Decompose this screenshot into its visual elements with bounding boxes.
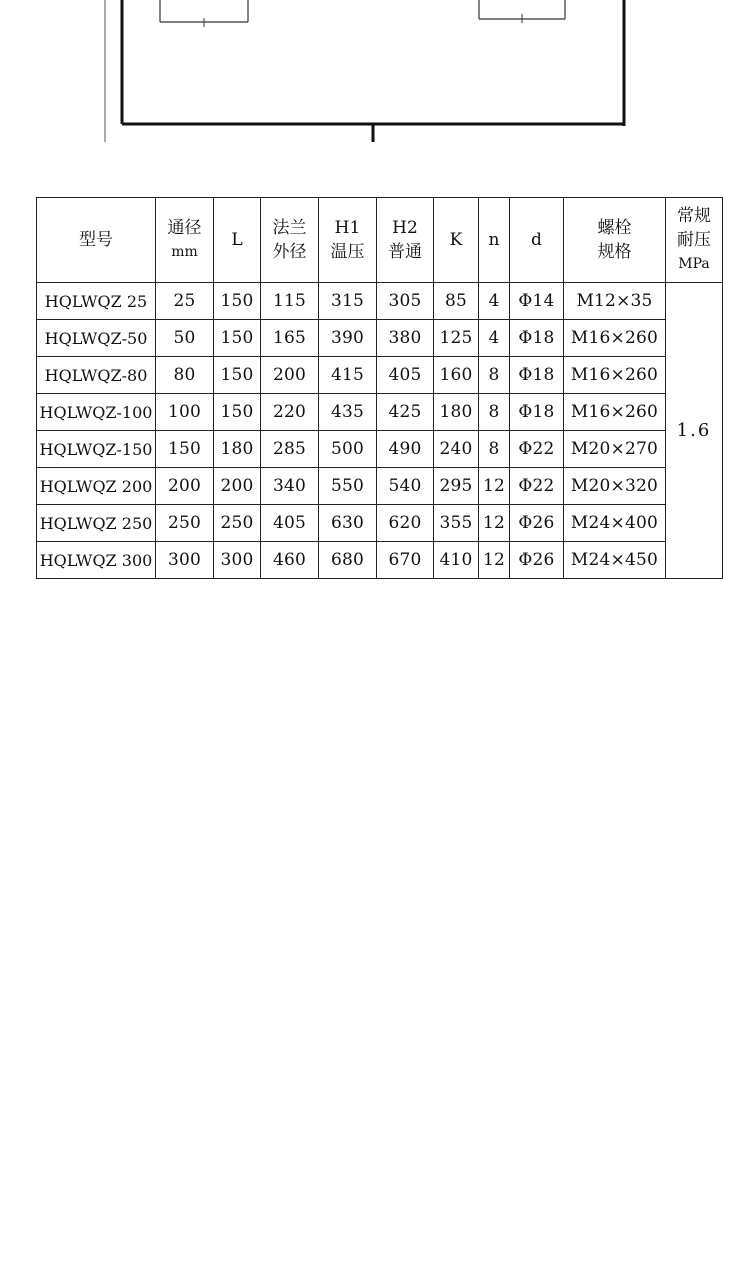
cell-model: HQLWQZ 25 [37,283,156,320]
cell-length: 250 [214,505,261,542]
table-row [37,468,723,505]
cell-model: HQLWQZ 250 [37,505,156,542]
cell-bore: 50 [156,320,214,357]
table-row [37,394,723,431]
cell-flange-od: 165 [261,320,319,357]
cell-model: HQLWQZ-100 [37,394,156,431]
header-h2: H2 普通 [377,198,434,283]
cell-d: Φ18 [510,394,564,431]
cell-bolt-spec: M20×320 [564,468,666,505]
cell-k: 355 [434,505,479,542]
cell-bolt-spec: M24×450 [564,542,666,579]
cell-d: Φ14 [510,283,564,320]
table-row [37,283,723,320]
cell-d: Φ22 [510,468,564,505]
cell-pressure: 1.6 [666,283,723,579]
cell-bore: 200 [156,468,214,505]
cell-bore: 100 [156,394,214,431]
spec-table [36,197,723,579]
cell-model: HQLWQZ-150 [37,431,156,468]
cell-flange-od: 340 [261,468,319,505]
cell-length: 300 [214,542,261,579]
cell-h1: 500 [319,431,377,468]
header-h1: H1 温压 [319,198,377,283]
cell-flange-od: 115 [261,283,319,320]
cell-k: 125 [434,320,479,357]
cell-h2: 620 [377,505,434,542]
cell-model: HQLWQZ 200 [37,468,156,505]
cell-h1: 415 [319,357,377,394]
cell-d: Φ22 [510,431,564,468]
cell-h1: 390 [319,320,377,357]
header-n: n [479,198,510,283]
cell-flange-od: 220 [261,394,319,431]
cell-h2: 490 [377,431,434,468]
header-bolt-spec: 螺栓 规格 [564,198,666,283]
cell-n: 8 [479,431,510,468]
table-row [37,542,723,579]
cell-length: 180 [214,431,261,468]
cell-k: 85 [434,283,479,320]
cell-bore: 250 [156,505,214,542]
cell-n: 12 [479,505,510,542]
cell-h1: 630 [319,505,377,542]
cell-d: Φ18 [510,357,564,394]
cell-length: 150 [214,357,261,394]
cell-h1: 315 [319,283,377,320]
cell-d: Φ18 [510,320,564,357]
cell-flange-od: 460 [261,542,319,579]
cell-bolt-spec: M24×400 [564,505,666,542]
cell-h1: 435 [319,394,377,431]
cell-k: 160 [434,357,479,394]
cell-k: 295 [434,468,479,505]
cell-k: 240 [434,431,479,468]
cell-model: HQLWQZ 300 [37,542,156,579]
cell-bolt-spec: M20×270 [564,431,666,468]
cell-h2: 305 [377,283,434,320]
table-row [37,431,723,468]
header-bore: 通径 mm [156,198,214,283]
cell-flange-od: 285 [261,431,319,468]
cell-d: Φ26 [510,542,564,579]
cell-bolt-spec: M16×260 [564,394,666,431]
cell-n: 8 [479,394,510,431]
cell-bore: 300 [156,542,214,579]
cell-h2: 540 [377,468,434,505]
cell-length: 150 [214,283,261,320]
header-d: d [510,198,564,283]
cell-length: 150 [214,320,261,357]
cell-h2: 425 [377,394,434,431]
cell-bore: 80 [156,357,214,394]
cell-bolt-spec: M16×260 [564,320,666,357]
cell-flange-od: 405 [261,505,319,542]
header-flange-od: 法兰 外径 [261,198,319,283]
header-length: L [214,198,261,283]
cell-model: HQLWQZ-80 [37,357,156,394]
cell-n: 4 [479,283,510,320]
cell-bore: 150 [156,431,214,468]
cell-n: 12 [479,542,510,579]
cell-length: 200 [214,468,261,505]
cell-length: 150 [214,394,261,431]
cell-flange-od: 200 [261,357,319,394]
cell-k: 180 [434,394,479,431]
cell-h1: 550 [319,468,377,505]
cell-bore: 25 [156,283,214,320]
cell-k: 410 [434,542,479,579]
cell-h2: 670 [377,542,434,579]
cell-n: 8 [479,357,510,394]
valve-drawing-fragment [0,0,752,150]
header-pressure: 常规 耐压 MPa [666,198,723,283]
cell-h2: 405 [377,357,434,394]
cell-bolt-spec: M16×260 [564,357,666,394]
table-row [37,320,723,357]
table-row [37,505,723,542]
cell-h1: 680 [319,542,377,579]
cell-h2: 380 [377,320,434,357]
cell-d: Φ26 [510,505,564,542]
cell-n: 12 [479,468,510,505]
cell-n: 4 [479,320,510,357]
header-model: 型号 [37,198,156,283]
cell-bolt-spec: M12×35 [564,283,666,320]
header-row [37,198,723,283]
header-k: K [434,198,479,283]
cell-model: HQLWQZ-50 [37,320,156,357]
table-row [37,357,723,394]
